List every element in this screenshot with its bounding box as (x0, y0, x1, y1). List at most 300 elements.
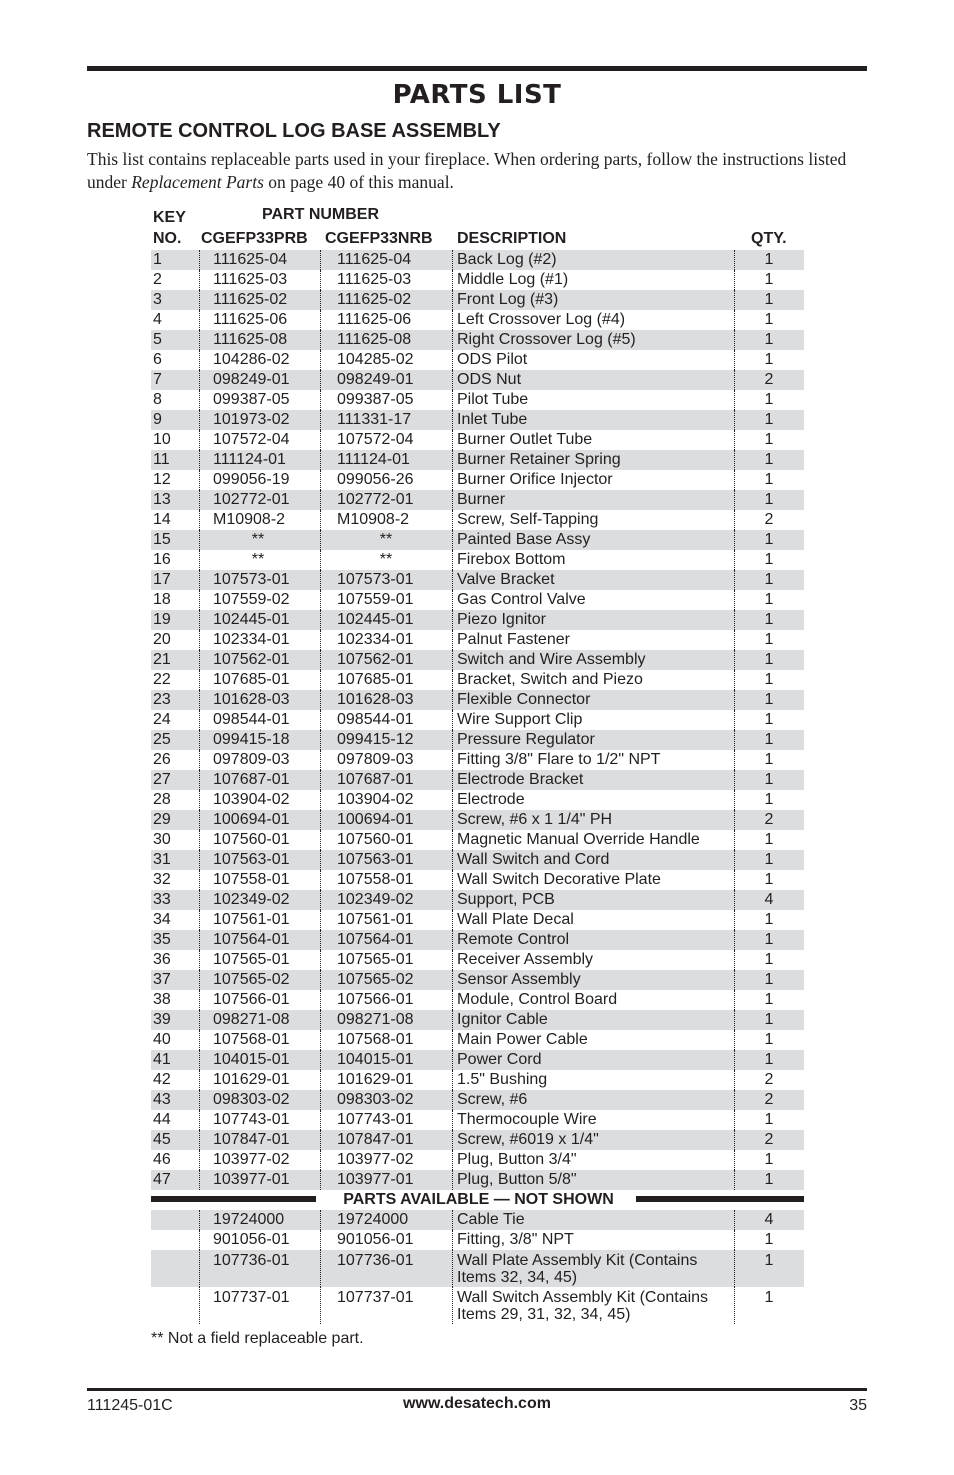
cell-key-no: 44 (153, 1111, 171, 1128)
cell-qty: 1 (764, 491, 774, 508)
cell-description: Middle Log (#1) (457, 271, 569, 288)
table-body (151, 250, 804, 1190)
cell-part-a: 101628-03 (213, 691, 290, 708)
cell-qty: 1 (764, 971, 774, 988)
cell-key-no: 2 (153, 271, 162, 288)
cell-part-a: 102772-01 (213, 491, 290, 508)
column-divider (320, 1170, 321, 1190)
column-divider (199, 310, 200, 330)
column-divider (320, 410, 321, 430)
column-divider (199, 290, 200, 310)
cell-qty: 2 (764, 511, 774, 528)
column-divider (452, 890, 453, 910)
column-divider (320, 430, 321, 450)
table-row (151, 590, 804, 610)
column-divider (199, 470, 200, 490)
cell-part-a: 107847-01 (213, 1131, 290, 1148)
cell-part-b: 107566-01 (337, 991, 414, 1008)
column-divider (452, 690, 453, 710)
table-row (151, 1250, 804, 1287)
cell-part-b: 102445-01 (337, 611, 414, 628)
cell-description: Support, PCB (457, 891, 555, 908)
cell-part-a: 107558-01 (213, 871, 290, 888)
cell-part-a: 107737-01 (213, 1289, 290, 1306)
cell-part-b: 104285-02 (337, 351, 414, 368)
table-row (151, 370, 804, 390)
column-divider (452, 1090, 453, 1110)
column-divider (199, 450, 200, 470)
column-divider (320, 850, 321, 870)
column-divider (199, 670, 200, 690)
cell-part-a: 107687-01 (213, 771, 290, 788)
table-row (151, 1010, 804, 1030)
cell-key-no: 7 (153, 371, 162, 388)
column-divider (199, 770, 200, 790)
top-rule (87, 66, 867, 71)
cell-qty: 1 (764, 471, 774, 488)
cell-description: Palnut Fastener (457, 631, 570, 648)
column-divider (199, 930, 200, 950)
column-divider (199, 870, 200, 890)
cell-description: Pressure Regulator (457, 731, 595, 748)
cell-part-a: 103977-02 (213, 1151, 290, 1168)
column-divider (199, 1070, 200, 1090)
cell-qty: 1 (764, 1252, 774, 1269)
cell-description: Fitting, 3/8" NPT (457, 1231, 574, 1248)
cell-qty: 1 (764, 771, 774, 788)
cell-part-b: 099056-26 (337, 471, 414, 488)
cell-key-no: 42 (153, 1071, 171, 1088)
cell-part-a: 107743-01 (213, 1111, 290, 1128)
not-shown-divider (151, 1190, 804, 1210)
cell-key-no: 23 (153, 691, 171, 708)
cell-part-a: 107565-02 (213, 971, 290, 988)
cell-description: Ignitor Cable (457, 1011, 548, 1028)
column-divider (320, 1130, 321, 1150)
cell-key-no: 15 (153, 531, 171, 548)
column-divider (199, 530, 200, 550)
cell-qty: 1 (764, 651, 774, 668)
table-row (151, 830, 804, 850)
table-row (151, 1170, 804, 1190)
table-row (151, 670, 804, 690)
column-divider (452, 610, 453, 630)
cell-key-no: 18 (153, 591, 171, 608)
table-row (151, 1050, 804, 1070)
cell-part-b: 104015-01 (337, 1051, 414, 1068)
column-divider (320, 610, 321, 630)
cell-part-a: 107573-01 (213, 571, 290, 588)
cell-part-b: 102349-02 (337, 891, 414, 908)
column-divider (452, 350, 453, 370)
not-shown-body (151, 1210, 804, 1324)
cell-part-a: 901056-01 (213, 1231, 290, 1248)
cell-description: Wall Switch Assembly Kit (Contains Items 29, 31, 32, 34, 45) (457, 1289, 709, 1323)
cell-qty: 1 (764, 1051, 774, 1068)
cell-part-b: 107560-01 (337, 831, 414, 848)
column-divider (320, 770, 321, 790)
column-divider (452, 850, 453, 870)
cell-part-a: 107568-01 (213, 1031, 290, 1048)
column-divider (320, 910, 321, 930)
cell-part-b: 098249-01 (337, 371, 414, 388)
cell-part-b: 107736-01 (337, 1252, 414, 1269)
cell-description: Piezo Ignitor (457, 611, 546, 628)
cell-qty: 1 (764, 351, 774, 368)
table-row (151, 1130, 804, 1150)
table-row (151, 710, 804, 730)
cell-part-a: 107560-01 (213, 831, 290, 848)
cell-description: Painted Base Assy (457, 531, 591, 548)
column-divider (320, 1150, 321, 1170)
cell-qty: 1 (764, 251, 774, 268)
table-row (151, 990, 804, 1010)
cell-part-b: 098271-08 (337, 1011, 414, 1028)
cell-part-a: 104286-02 (213, 351, 290, 368)
cell-description: Remote Control (457, 931, 570, 948)
column-divider (320, 630, 321, 650)
column-divider (199, 810, 200, 830)
cell-key-no: 29 (153, 811, 171, 828)
cell-qty: 1 (764, 671, 774, 688)
cell-part-b: 107685-01 (337, 671, 414, 688)
cell-part-a: 107562-01 (213, 651, 290, 668)
column-divider (320, 330, 321, 350)
cell-qty: 1 (764, 1289, 774, 1306)
table-row (151, 270, 804, 290)
cell-part-a: 107565-01 (213, 951, 290, 968)
column-divider (452, 670, 453, 690)
cell-key-no: 34 (153, 911, 171, 928)
cell-key-no: 30 (153, 831, 171, 848)
table-row (151, 790, 804, 810)
cell-description: Module, Control Board (457, 991, 618, 1008)
column-divider (452, 770, 453, 790)
cell-part-b: 107565-02 (337, 971, 414, 988)
table-row (151, 490, 804, 510)
header-model-b: CGEFP33NRB (325, 230, 433, 247)
column-divider (452, 970, 453, 990)
column-divider (199, 250, 200, 270)
cell-part-b: M10908-2 (337, 511, 410, 528)
cell-part-a: 107572-04 (213, 431, 290, 448)
header-model-a: CGEFP33PRB (201, 230, 308, 247)
cell-description: Inlet Tube (457, 411, 528, 428)
intro-paragraph (87, 148, 872, 194)
header-qty: QTY. (751, 230, 787, 247)
column-divider (320, 510, 321, 530)
cell-part-a: 103904-02 (213, 791, 290, 808)
column-divider (320, 790, 321, 810)
column-divider (452, 650, 453, 670)
header-key-1: KEY (153, 209, 186, 226)
cell-part-b: 111124-01 (337, 451, 410, 468)
table-row (151, 1150, 804, 1170)
cell-part-b: 111625-04 (337, 251, 412, 268)
cell-qty: 1 (764, 751, 774, 768)
column-divider (199, 890, 200, 910)
cell-qty: 2 (764, 811, 774, 828)
column-divider (452, 910, 453, 930)
cell-part-b: 107564-01 (337, 931, 414, 948)
cell-part-a: 101973-02 (213, 411, 290, 428)
cell-qty: 4 (764, 1211, 774, 1228)
cell-part-a: 098303-02 (213, 1091, 290, 1108)
column-divider (320, 670, 321, 690)
table-row (151, 850, 804, 870)
cell-description: Wall Plate Assembly Kit (Contains Items 32, 34, 45) (457, 1252, 698, 1286)
table-row (151, 290, 804, 310)
cell-qty: 1 (764, 1031, 774, 1048)
cell-description: Wall Switch Decorative Plate (457, 871, 661, 888)
cell-qty: 4 (764, 891, 774, 908)
table-row (151, 750, 804, 770)
table-row (151, 1210, 804, 1230)
cell-description: Wall Plate Decal (457, 911, 574, 928)
column-divider (199, 950, 200, 970)
column-divider (320, 810, 321, 830)
cell-part-b: ** (379, 551, 393, 568)
column-divider (452, 870, 453, 890)
column-divider (452, 1070, 453, 1090)
column-divider (320, 1287, 321, 1324)
cell-description: Switch and Wire Assembly (457, 651, 646, 668)
column-divider (320, 1230, 321, 1250)
column-divider (320, 1010, 321, 1030)
page-number: 35 (849, 1397, 867, 1414)
cell-part-a: 111625-04 (213, 251, 288, 268)
cell-part-b: 107687-01 (337, 771, 414, 788)
cell-description: Plug, Button 3/4" (457, 1151, 577, 1168)
cell-key-no: 24 (153, 711, 171, 728)
column-divider (452, 1210, 453, 1230)
cell-qty: 1 (764, 391, 774, 408)
cell-part-b: 107558-01 (337, 871, 414, 888)
cell-key-no: 32 (153, 871, 171, 888)
column-divider (320, 370, 321, 390)
column-divider (452, 790, 453, 810)
column-divider (452, 490, 453, 510)
column-divider (199, 790, 200, 810)
cell-part-b: 107572-04 (337, 431, 414, 448)
cell-qty: 1 (764, 1231, 774, 1248)
column-divider (452, 330, 453, 350)
doc-number: 111245-01C (87, 1397, 173, 1414)
cell-part-a: 107559-02 (213, 591, 290, 608)
cell-part-a: 098249-01 (213, 371, 290, 388)
column-divider (320, 1090, 321, 1110)
cell-part-b: 103904-02 (337, 791, 414, 808)
column-divider (320, 1030, 321, 1050)
cell-qty: 1 (764, 931, 774, 948)
cell-qty: 1 (764, 831, 774, 848)
cell-part-b: 111331-17 (337, 411, 412, 428)
cell-key-no: 19 (153, 611, 171, 628)
column-divider (452, 1110, 453, 1130)
column-divider (452, 710, 453, 730)
cell-qty: 1 (764, 791, 774, 808)
cell-key-no: 14 (153, 511, 171, 528)
cell-qty: 1 (764, 451, 774, 468)
cell-qty: 1 (764, 571, 774, 588)
table-row (151, 610, 804, 630)
column-divider (199, 1250, 200, 1287)
cell-description: 1.5" Bushing (457, 1071, 548, 1088)
column-divider (452, 370, 453, 390)
cell-qty: 1 (764, 871, 774, 888)
column-divider (452, 290, 453, 310)
cell-part-a: 107564-01 (213, 931, 290, 948)
cell-part-b: 101629-01 (337, 1071, 414, 1088)
table-row (151, 470, 804, 490)
cell-part-a: 100694-01 (213, 811, 290, 828)
cell-key-no: 40 (153, 1031, 171, 1048)
column-divider (320, 290, 321, 310)
column-divider (320, 530, 321, 550)
cell-qty: 2 (764, 1091, 774, 1108)
intro-emphasis: Replacement Parts (131, 172, 264, 192)
cell-key-no: 37 (153, 971, 171, 988)
column-divider (320, 830, 321, 850)
website: www.desatech.com (403, 1395, 551, 1412)
table-row (151, 730, 804, 750)
column-divider (199, 650, 200, 670)
column-divider (199, 370, 200, 390)
cell-part-a: 101629-01 (213, 1071, 290, 1088)
cell-description: Cable Tie (457, 1211, 525, 1228)
column-divider (320, 390, 321, 410)
cell-key-no: 21 (153, 651, 171, 668)
cell-part-b: 107573-01 (337, 571, 414, 588)
cell-description: Burner Retainer Spring (457, 451, 621, 468)
cell-description: Firebox Bottom (457, 551, 566, 568)
cell-part-b: 107561-01 (337, 911, 414, 928)
column-divider (452, 590, 453, 610)
column-divider (452, 1010, 453, 1030)
column-divider (199, 970, 200, 990)
column-divider (452, 530, 453, 550)
section-subtitle: REMOTE CONTROL LOG BASE ASSEMBLY (87, 120, 501, 142)
column-divider (320, 550, 321, 570)
cell-description: Wire Support Clip (457, 711, 583, 728)
column-divider (452, 470, 453, 490)
column-divider (199, 1230, 200, 1250)
cell-qty: 1 (764, 1011, 774, 1028)
cell-description: Front Log (#3) (457, 291, 559, 308)
cell-part-a: 102445-01 (213, 611, 290, 628)
cell-part-b: 100694-01 (337, 811, 414, 828)
cell-description: Back Log (#2) (457, 251, 557, 268)
table-row (151, 310, 804, 330)
cell-key-no: 8 (153, 391, 162, 408)
cell-key-no: 12 (153, 471, 171, 488)
column-divider (320, 590, 321, 610)
cell-part-a: 104015-01 (213, 1051, 290, 1068)
cell-description: Burner (457, 491, 506, 508)
table-row (151, 510, 804, 530)
column-divider (452, 410, 453, 430)
column-divider (199, 410, 200, 430)
column-divider (199, 330, 200, 350)
table-row (151, 950, 804, 970)
cell-part-b: 901056-01 (337, 1231, 414, 1248)
cell-key-no: 9 (153, 411, 162, 428)
cell-key-no: 46 (153, 1151, 171, 1168)
cell-qty: 1 (764, 951, 774, 968)
cell-description: Electrode Bracket (457, 771, 584, 788)
cell-part-a: 098271-08 (213, 1011, 290, 1028)
cell-qty: 2 (764, 1071, 774, 1088)
cell-qty: 2 (764, 1131, 774, 1148)
table-row (151, 1030, 804, 1050)
column-divider (452, 1030, 453, 1050)
column-divider (452, 1250, 453, 1287)
cell-qty: 1 (764, 851, 774, 868)
cell-part-a: 097809-03 (213, 751, 290, 768)
cell-part-b: 107563-01 (337, 851, 414, 868)
column-divider (320, 970, 321, 990)
column-divider (199, 550, 200, 570)
column-divider (199, 510, 200, 530)
table-row (151, 650, 804, 670)
column-divider (320, 930, 321, 950)
cell-qty: 1 (764, 1171, 774, 1188)
cell-qty: 1 (764, 271, 774, 288)
column-divider (199, 750, 200, 770)
cell-part-b: 107743-01 (337, 1111, 414, 1128)
cell-key-no: 11 (153, 451, 170, 468)
cell-qty: 1 (764, 911, 774, 928)
cell-part-a: ** (251, 531, 265, 548)
cell-qty: 1 (764, 991, 774, 1008)
table-row (151, 390, 804, 410)
cell-part-a: 102349-02 (213, 891, 290, 908)
cell-part-b: 107562-01 (337, 651, 414, 668)
table-row (151, 330, 804, 350)
column-divider (199, 1050, 200, 1070)
cell-description: Thermocouple Wire (457, 1111, 597, 1128)
table-row (151, 870, 804, 890)
cell-part-a: 099415-18 (213, 731, 290, 748)
column-divider (452, 310, 453, 330)
column-divider (199, 590, 200, 610)
cell-part-a: 107685-01 (213, 671, 290, 688)
column-divider (199, 1287, 200, 1324)
cell-key-no: 3 (153, 291, 162, 308)
column-divider (199, 910, 200, 930)
cell-description: Gas Control Valve (457, 591, 586, 608)
column-divider (199, 1150, 200, 1170)
column-divider (320, 270, 321, 290)
cell-qty: 1 (764, 691, 774, 708)
table-row (151, 250, 804, 270)
cell-part-b: 111625-08 (337, 331, 412, 348)
column-divider (199, 270, 200, 290)
cell-part-b: 107565-01 (337, 951, 414, 968)
cell-key-no: 6 (153, 351, 162, 368)
cell-part-a: 103977-01 (213, 1171, 290, 1188)
cell-part-b: 099415-12 (337, 731, 414, 748)
table-row (151, 430, 804, 450)
cell-part-a: 107736-01 (213, 1252, 290, 1269)
not-shown-label: PARTS AVAILABLE — NOT SHOWN (343, 1191, 614, 1208)
column-divider (199, 430, 200, 450)
cell-part-a: 111625-02 (213, 291, 288, 308)
column-divider (452, 550, 453, 570)
cell-key-no: 13 (153, 491, 171, 508)
cell-part-a: 099056-19 (213, 471, 290, 488)
column-divider (320, 310, 321, 330)
